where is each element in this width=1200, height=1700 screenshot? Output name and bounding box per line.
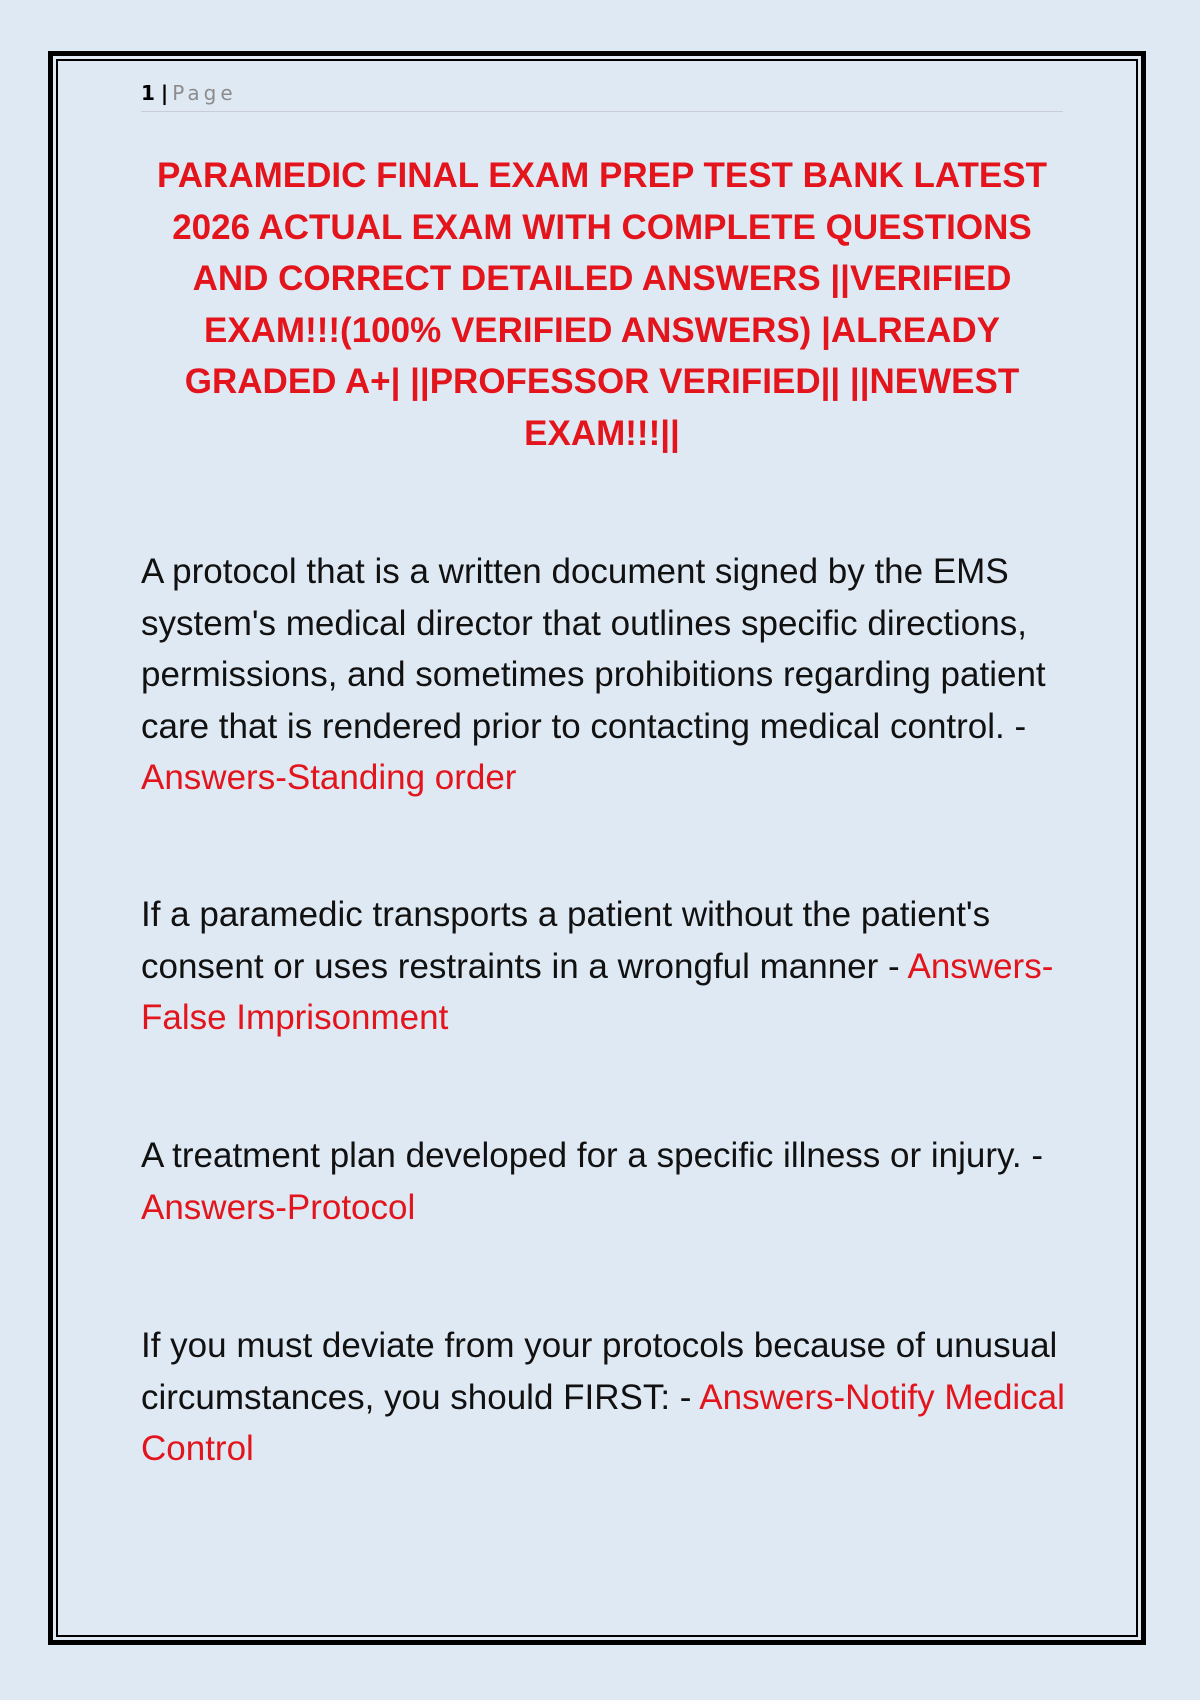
qa-item: [141, 889, 1076, 1044]
page-label: Page: [172, 81, 237, 105]
document-title: PARAMEDIC FINAL EXAM PREP TEST BANK LATEST 2026 ACTUAL EXAM WITH COMPLETE QUESTIONS AND CORRECT DETAILED ANSWERS ||VERIFIED EXAM!!!(100% VERIFIED ANSWERS) |ALREADY GRADED A+| ||PROFESSOR VERIFIED|| ||NEWEST EXAM!!!||: [157, 156, 1047, 453]
question-text: A treatment plan developed for a specific illness or injury. -: [141, 1136, 1044, 1175]
qa-item: [141, 1130, 1076, 1233]
question-text: If a paramedic transports a patient without the patient's consent or uses restraints in a wrongful manner -: [141, 895, 991, 986]
qa-item: [141, 1320, 1076, 1475]
answer-text: Answers-Standing order: [141, 758, 517, 797]
page-number: 1: [141, 81, 155, 105]
question-text: A protocol that is a written document signed by the EMS system's medical director that outlines specific directions, permissions, and sometimes prohibitions regarding patient care that is rendered prior to contacting medical control. -: [141, 552, 1046, 746]
answer-text: Answers-False Imprisonment: [141, 946, 1054, 1037]
page-header: [141, 78, 1063, 112]
answer-text: Answers-Protocol: [141, 1187, 416, 1227]
qa-item: [141, 546, 1076, 804]
question-text: If you must deviate from your protocols because of unusual circumstances, you should FIRST: -: [141, 1326, 1058, 1417]
page-separator: |: [160, 81, 169, 105]
answer-text: Answers-Notify Medical Control: [141, 1377, 1065, 1468]
